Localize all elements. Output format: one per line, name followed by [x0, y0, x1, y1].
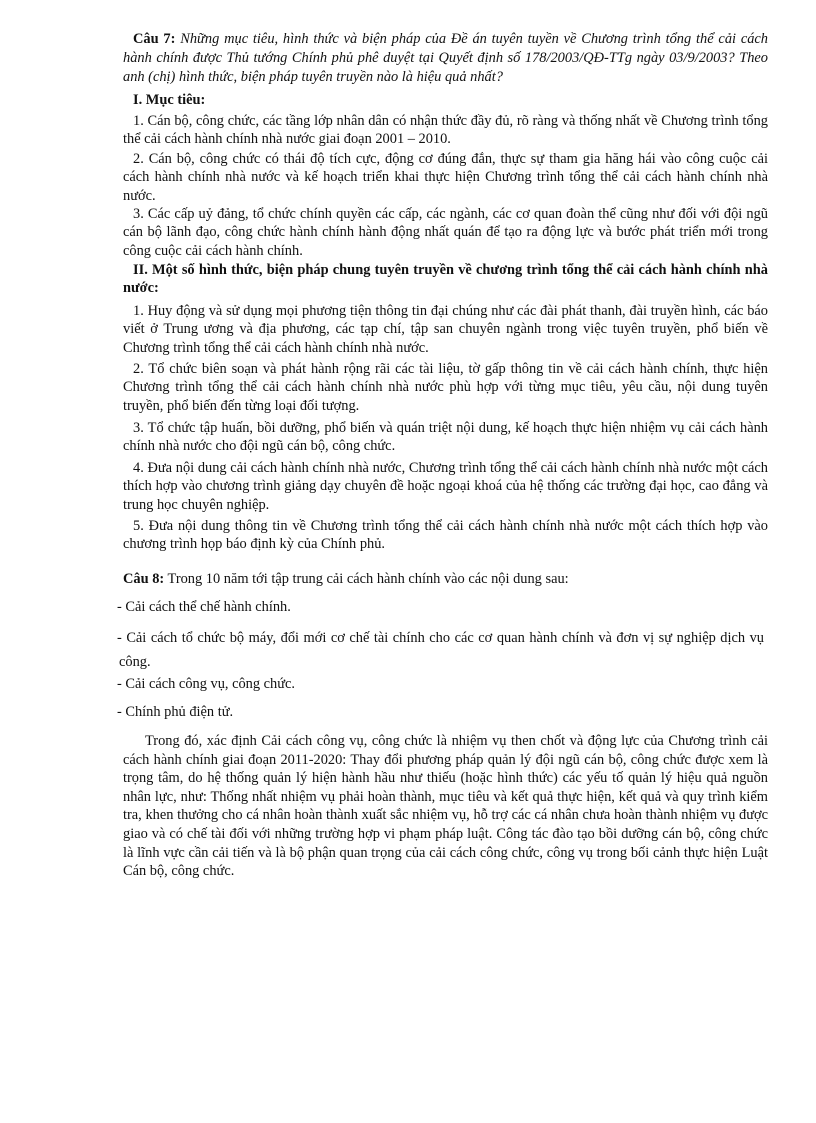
cau8-intro: [123, 570, 768, 588]
cau7-question-text: Những mục tiêu, hình thức và biện pháp của Đề án tuyên tuyền về Chương trình tổng thể cải cách hành chính được Thủ tướng Chính phủ phê duyệt tại Quyết định số 178/2003/QĐ-TTg ngày 03/9/2003? Theo anh (chị) hình thức, biện pháp tuyên truyền nào là hiệu quả nhất?: [123, 31, 769, 85]
cau8-item-4: - Chính phủ điện tử.: [117, 704, 234, 720]
cau8-intro-text: Trong 10 năm tới tập trung cải cách hành chính vào các nội dung sau:: [167, 571, 569, 587]
muc-tieu-2: 2. Cán bộ, công chức có thái độ tích cực, động cơ đúng đắn, thực sự tham gia hăng hái vào công cuộc cải cách hành chính nhà nước và kế hoạch triển khai thực hiện Chương trình tổng thể cải cách hành chính nhà nước.: [123, 151, 768, 204]
bien-phap-4: 4. Đưa nội dung cải cách hành chính nhà nước, Chương trình tổng thể cải cách hành chính nhà nước một cách thích hợp vào chương trình giảng dạy chuyên đề hoặc ngoại khoá của hệ thống các trường đại học, cao đẳng và trung học chuyên nghiệp.: [123, 460, 768, 513]
cau8-paragraph: Trong đó, xác định Cải cách công vụ, công chức là nhiệm vụ then chốt và động lực của Chương trình cải cách hành chính giai đoạn 2011-2020: Thay đổi phương pháp quản lý đội ngũ cán bộ, công chức được xem là trọng tâm, do hệ thống quản lý hiện hành hầu như thiếu (hoặc hình thức) các yếu tố quản lý hiệu quả nguồn nhân lực, như: Thống nhất nhiệm vụ phải hoàn thành, mục tiêu và kết quả thực hiện, kết quả và quy trình kiểm tra, khen thưởng cho cá nhân hoàn thành xuất sắc nhiệm vụ, hỗ trợ các cá nhân chưa hoàn thành nhiệm vụ được giao và có chế tài đối với những trường hợp vi phạm pháp luật. Công tác đào tạo bồi dưỡng cán bộ, công chức là lĩnh vực cần cải tiến và là bộ phận quan trọng của cải cách công chức, công vụ trong bối cảnh thực hiện Luật Cán bộ, công chức.: [123, 733, 768, 880]
bien-phap-2: 2. Tổ chức biên soạn và phát hành rộng rãi các tài liệu, tờ gấp thông tin về cải cách hành chính, thực hiện Chương trình tổng thể cải cách hành chính nhà nước phù hợp với từng mục tiêu, yêu cầu, nội dung tuyên truyền, phổ biến đến từng loại đối tượng.: [123, 361, 768, 414]
cau8-label: Câu 8:: [123, 571, 165, 587]
cau7-question: [123, 30, 768, 87]
bien-phap-1: 1. Huy động và sử dụng mọi phương tiện thông tin đại chúng như các đài phát thanh, đài truyền hình, các báo viết ở Trung ương và địa phương, các tạp chí, tập san chuyên ngành trong việc tuyên truyền, phổ biến về Chương trình tổng thể cải cách hành chính nhà nước.: [123, 303, 768, 356]
section1-heading: I. Mục tiêu:: [133, 92, 206, 108]
cau8-item-1: - Cải cách thể chế hành chính.: [117, 599, 291, 615]
bien-phap-3: 3. Tổ chức tập huấn, bồi dưỡng, phổ biến và quán triệt nội dung, kế hoạch thực hiện nhiệm vụ cải cách hành chính nhà nước cho đội ngũ cán bộ, công chức.: [123, 420, 768, 455]
cau7-label: Câu 7:: [133, 31, 176, 47]
bien-phap-5: 5. Đưa nội dung thông tin về Chương trình tổng thể cải cách hành chính nhà nước một cách thích hợp vào chương trình họp báo định kỳ của Chính phủ.: [123, 518, 768, 553]
muc-tieu-3: 3. Các cấp uỷ đảng, tổ chức chính quyền các cấp, các ngành, các cơ quan đoàn thể cũng như đối với đội ngũ cán bộ lãnh đạo, công chức hành chính hành động nhất quán để tạo ra động lực và bước phát triển mới trong công cuộc cải cách hành chính.: [123, 206, 768, 259]
cau8-item-2: - Cải cách tổ chức bộ máy, đổi mới cơ chế tài chính cho các cơ quan hành chính và đơn vị sự nghiệp dịch vụ công.: [117, 630, 764, 670]
muc-tieu-1: 1. Cán bộ, công chức, các tầng lớp nhân dân có nhận thức đầy đủ, rõ ràng và thống nhất về Chương trình tổng thể cải cách hành chính nhà nước giai đoạn 2001 – 2010.: [123, 113, 768, 148]
section2-heading: II. Một số hình thức, biện pháp chung tuyên truyền về chương trình tổng thể cải cách hành chính nhà nước:: [123, 262, 768, 297]
cau8-item-3: - Cải cách công vụ, công chức.: [117, 676, 296, 692]
